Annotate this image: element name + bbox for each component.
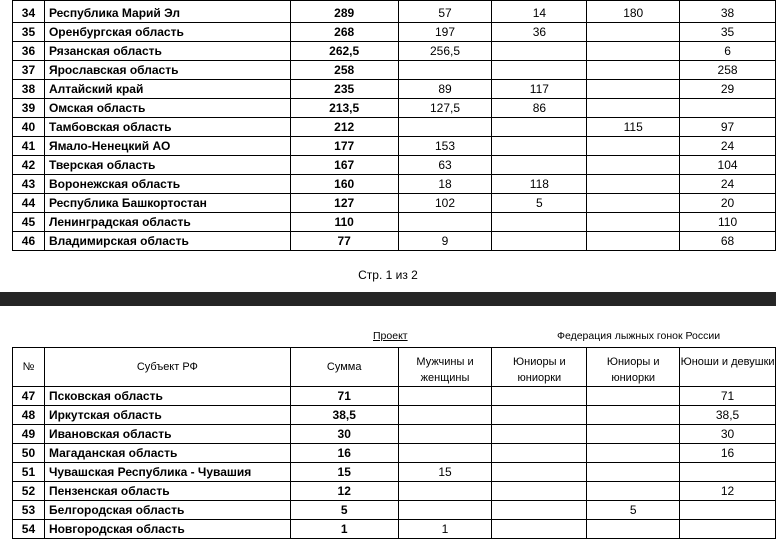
value-youth xyxy=(680,463,776,482)
table-row xyxy=(13,482,776,501)
table-row xyxy=(13,194,776,213)
value-youth: 71 xyxy=(680,387,776,406)
total-sum: 15 xyxy=(290,463,398,482)
region-name: Новгородская область xyxy=(44,520,290,539)
value-juniors-2 xyxy=(587,232,680,251)
value-juniors-2 xyxy=(587,42,680,61)
value-juniors-1 xyxy=(492,118,587,137)
row-number: 48 xyxy=(13,406,45,425)
total-sum: 177 xyxy=(290,137,398,156)
row-number: 38 xyxy=(13,80,45,99)
row-number: 46 xyxy=(13,232,45,251)
value-men-women: 197 xyxy=(398,23,492,42)
header-num: № xyxy=(13,348,45,387)
value-juniors-2 xyxy=(587,387,680,406)
value-men-women: 1 xyxy=(398,520,492,539)
value-juniors-1 xyxy=(492,232,587,251)
row-number: 41 xyxy=(13,137,45,156)
region-name: Чувашская Республика - Чувашия xyxy=(44,463,290,482)
header-sum: Сумма xyxy=(290,348,398,387)
value-juniors-1 xyxy=(492,387,587,406)
value-men-women xyxy=(398,425,492,444)
value-juniors-1: 117 xyxy=(492,80,587,99)
row-number: 36 xyxy=(13,42,45,61)
total-sum: 213,5 xyxy=(290,99,398,118)
region-name: Алтайский край xyxy=(44,80,290,99)
value-men-women: 18 xyxy=(398,175,492,194)
value-juniors-1: 118 xyxy=(492,175,587,194)
value-juniors-1: 5 xyxy=(492,194,587,213)
region-name: Республика Марий Эл xyxy=(44,1,290,23)
row-number: 49 xyxy=(13,425,45,444)
value-youth: 12 xyxy=(680,482,776,501)
total-sum: 167 xyxy=(290,156,398,175)
value-men-women xyxy=(398,61,492,80)
table-row xyxy=(13,42,776,61)
value-juniors-2 xyxy=(587,80,680,99)
federation-label: Федерация лыжных гонок России xyxy=(557,330,721,342)
region-name: Воронежская область xyxy=(44,175,290,194)
row-number: 39 xyxy=(13,99,45,118)
region-name: Магаданская область xyxy=(44,444,290,463)
value-juniors-2 xyxy=(587,23,680,42)
value-juniors-1: 14 xyxy=(492,1,587,23)
table-row xyxy=(13,501,776,520)
value-juniors-2 xyxy=(587,137,680,156)
value-youth xyxy=(680,99,776,118)
value-men-women: 102 xyxy=(398,194,492,213)
total-sum: 1 xyxy=(290,520,398,539)
header-juniors-2: Юниоры и юниорки xyxy=(587,348,680,387)
region-name: Псковская область xyxy=(44,387,290,406)
value-juniors-2 xyxy=(587,61,680,80)
value-youth: 110 xyxy=(680,213,776,232)
value-youth xyxy=(680,501,776,520)
row-number: 51 xyxy=(13,463,45,482)
value-men-women: 63 xyxy=(398,156,492,175)
table-row xyxy=(13,99,776,118)
value-juniors-2 xyxy=(587,99,680,118)
value-juniors-1 xyxy=(492,137,587,156)
row-number: 43 xyxy=(13,175,45,194)
table-row xyxy=(13,23,776,42)
value-men-women xyxy=(398,406,492,425)
value-youth: 16 xyxy=(680,444,776,463)
value-juniors-2 xyxy=(587,444,680,463)
value-men-women xyxy=(398,482,492,501)
value-juniors-1 xyxy=(492,156,587,175)
value-juniors-2 xyxy=(587,406,680,425)
total-sum: 262,5 xyxy=(290,42,398,61)
value-juniors-1 xyxy=(492,463,587,482)
table-row xyxy=(13,463,776,482)
table-row xyxy=(13,118,776,137)
table-row xyxy=(13,520,776,539)
value-youth: 24 xyxy=(680,175,776,194)
total-sum: 127 xyxy=(290,194,398,213)
value-juniors-1: 86 xyxy=(492,99,587,118)
value-men-women xyxy=(398,501,492,520)
row-number: 44 xyxy=(13,194,45,213)
value-men-women: 9 xyxy=(398,232,492,251)
value-juniors-2 xyxy=(587,520,680,539)
table-row xyxy=(13,61,776,80)
value-juniors-2 xyxy=(587,482,680,501)
value-men-women: 127,5 xyxy=(398,99,492,118)
value-youth: 97 xyxy=(680,118,776,137)
row-number: 53 xyxy=(13,501,45,520)
value-men-women xyxy=(398,444,492,463)
value-men-women xyxy=(398,118,492,137)
total-sum: 258 xyxy=(290,61,398,80)
value-youth: 30 xyxy=(680,425,776,444)
total-sum: 160 xyxy=(290,175,398,194)
value-juniors-2 xyxy=(587,175,680,194)
value-juniors-2 xyxy=(587,425,680,444)
value-men-women xyxy=(398,213,492,232)
value-men-women: 15 xyxy=(398,463,492,482)
header-juniors-1: Юниоры и юниорки xyxy=(492,348,587,387)
value-youth: 24 xyxy=(680,137,776,156)
table-row xyxy=(13,425,776,444)
value-juniors-2 xyxy=(587,213,680,232)
region-name: Ленинградская область xyxy=(44,213,290,232)
header-youth: Юноши и девушки xyxy=(680,348,776,387)
value-juniors-1 xyxy=(492,520,587,539)
page-number: Стр. 1 из 2 xyxy=(358,268,418,282)
value-juniors-1 xyxy=(492,501,587,520)
table-header xyxy=(13,348,776,387)
region-name: Пензенская область xyxy=(44,482,290,501)
table-row xyxy=(13,80,776,99)
value-juniors-1 xyxy=(492,444,587,463)
header-subject: Субъект РФ xyxy=(44,348,290,387)
row-number: 50 xyxy=(13,444,45,463)
row-number: 54 xyxy=(13,520,45,539)
page-separator xyxy=(0,292,776,306)
value-youth: 29 xyxy=(680,80,776,99)
total-sum: 30 xyxy=(290,425,398,444)
value-youth: 20 xyxy=(680,194,776,213)
value-youth xyxy=(680,520,776,539)
total-sum: 5 xyxy=(290,501,398,520)
table-row xyxy=(13,213,776,232)
table-row xyxy=(13,406,776,425)
row-number: 52 xyxy=(13,482,45,501)
region-name: Республика Башкортостан xyxy=(44,194,290,213)
value-youth: 104 xyxy=(680,156,776,175)
value-juniors-1 xyxy=(492,42,587,61)
value-juniors-1 xyxy=(492,482,587,501)
region-name: Рязанская область xyxy=(44,42,290,61)
row-number: 47 xyxy=(13,387,45,406)
value-youth: 38,5 xyxy=(680,406,776,425)
value-men-women xyxy=(398,387,492,406)
table-row xyxy=(13,387,776,406)
row-number: 34 xyxy=(13,1,45,23)
region-name: Ярославская область xyxy=(44,61,290,80)
row-number: 42 xyxy=(13,156,45,175)
table-row xyxy=(13,137,776,156)
value-youth: 258 xyxy=(680,61,776,80)
value-juniors-1: 36 xyxy=(492,23,587,42)
value-juniors-2: 115 xyxy=(587,118,680,137)
total-sum: 77 xyxy=(290,232,398,251)
region-name: Белгородская область xyxy=(44,501,290,520)
ranking-table-page-2 xyxy=(12,347,776,539)
project-label: Проект xyxy=(373,330,408,342)
total-sum: 71 xyxy=(290,387,398,406)
value-men-women: 256,5 xyxy=(398,42,492,61)
row-number: 45 xyxy=(13,213,45,232)
total-sum: 12 xyxy=(290,482,398,501)
ranking-table-body xyxy=(13,387,776,539)
table-row xyxy=(13,1,776,23)
total-sum: 289 xyxy=(290,1,398,23)
region-name: Владимирская область xyxy=(44,232,290,251)
value-juniors-1 xyxy=(492,61,587,80)
ranking-table-body xyxy=(13,1,776,251)
table-row xyxy=(13,232,776,251)
total-sum: 235 xyxy=(290,80,398,99)
value-juniors-1 xyxy=(492,406,587,425)
total-sum: 268 xyxy=(290,23,398,42)
total-sum: 16 xyxy=(290,444,398,463)
value-men-women: 153 xyxy=(398,137,492,156)
value-youth: 68 xyxy=(680,232,776,251)
total-sum: 38,5 xyxy=(290,406,398,425)
row-number: 35 xyxy=(13,23,45,42)
total-sum: 212 xyxy=(290,118,398,137)
value-youth: 38 xyxy=(680,1,776,23)
row-number: 37 xyxy=(13,61,45,80)
region-name: Ямало-Ненецкий АО xyxy=(44,137,290,156)
total-sum: 110 xyxy=(290,213,398,232)
value-youth: 6 xyxy=(680,42,776,61)
value-juniors-1 xyxy=(492,213,587,232)
value-men-women: 57 xyxy=(398,1,492,23)
value-juniors-2 xyxy=(587,194,680,213)
ranking-table-page-1 xyxy=(12,0,776,251)
table-row xyxy=(13,156,776,175)
header-men-women: Мужчины и женщины xyxy=(398,348,492,387)
value-juniors-1 xyxy=(492,425,587,444)
value-juniors-2: 5 xyxy=(587,501,680,520)
region-name: Тамбовская область xyxy=(44,118,290,137)
value-youth: 35 xyxy=(680,23,776,42)
value-juniors-2: 180 xyxy=(587,1,680,23)
region-name: Ивановская область xyxy=(44,425,290,444)
region-name: Тверская область xyxy=(44,156,290,175)
region-name: Омская область xyxy=(44,99,290,118)
value-men-women: 89 xyxy=(398,80,492,99)
value-juniors-2 xyxy=(587,463,680,482)
value-juniors-2 xyxy=(587,156,680,175)
table-row xyxy=(13,175,776,194)
header-row xyxy=(13,348,776,387)
row-number: 40 xyxy=(13,118,45,137)
table-row xyxy=(13,444,776,463)
region-name: Оренбургская область xyxy=(44,23,290,42)
region-name: Иркутская область xyxy=(44,406,290,425)
